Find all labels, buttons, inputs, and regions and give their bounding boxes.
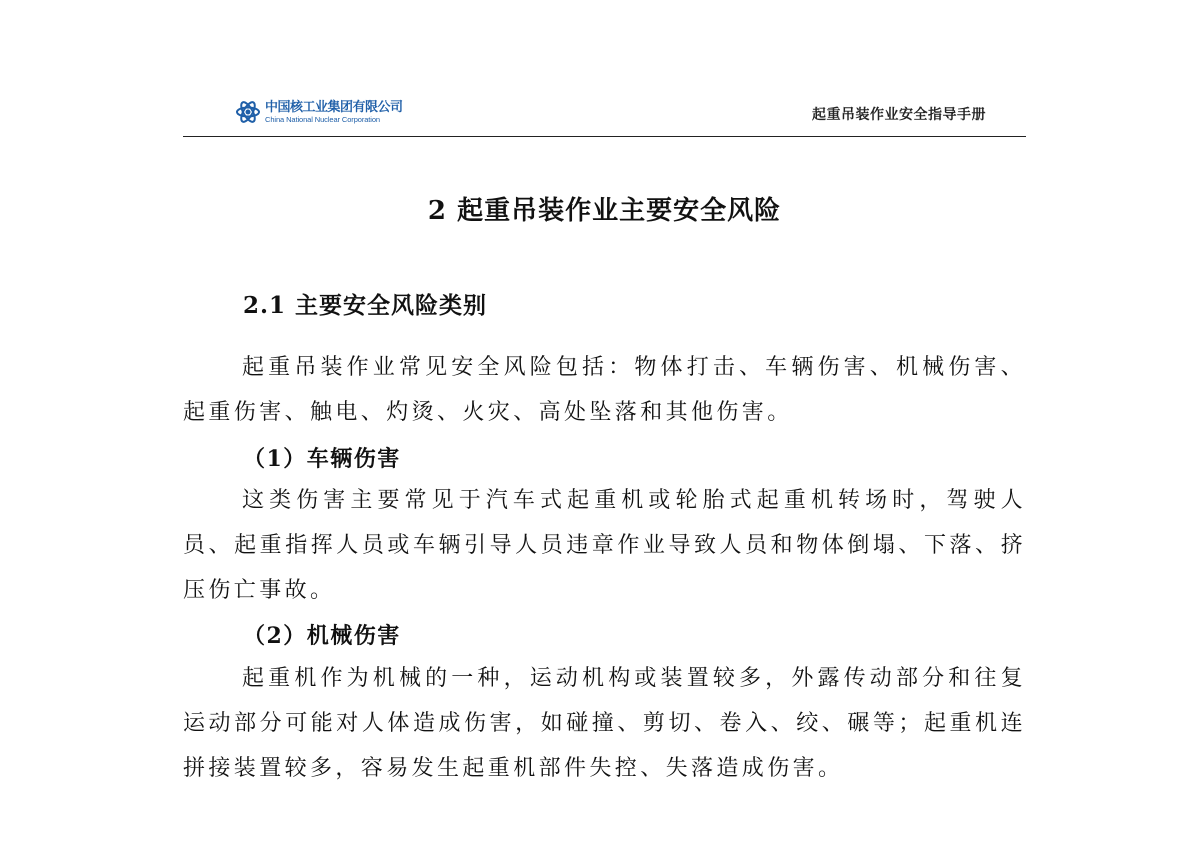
paragraph-mechanical-injury: 起重机作为机械的一种，运动机构或装置较多，外露传动部分和往复运动部分可能对人体造成伤害，如碰撞、剪切、卷入、绞、碾等；起重机连拼接装置较多，容易发生起重机部件失控、失落造成伤害。 — [183, 666, 1026, 781]
cnnc-atom-logo-icon — [235, 99, 261, 125]
section-title: 2.1 主要安全风险类别 — [243, 292, 488, 319]
subsection-heading-mechanical-injury: （2）机械伤害 — [243, 623, 401, 649]
intro-paragraph: 起重吊装作业常见安全风险包括：物体打击、车辆伤害、机械伤害、起重伤害、触电、灼烫、火灾、高处坠落和其他伤害。 — [183, 355, 1026, 425]
logo-chinese-name: 中国核工业集团有限公司 — [265, 99, 403, 115]
document-title: 起重吊装作业安全指导手册 — [812, 107, 986, 123]
logo-english-name: China National Nuclear Corporation — [265, 114, 380, 124]
company-logo — [235, 99, 403, 125]
chapter-title: 2 起重吊装作业主要安全风险 — [427, 196, 782, 226]
subsection-heading-vehicle-injury: （1）车辆伤害 — [243, 446, 401, 472]
page-header — [183, 98, 1026, 137]
paragraph-vehicle-injury: 这类伤害主要常见于汽车式起重机或轮胎式起重机转场时，驾驶人员、起重指挥人员或车辆引导人员违章作业导致人员和物体倒塌、下落、挤压伤亡事故。 — [183, 488, 1026, 603]
